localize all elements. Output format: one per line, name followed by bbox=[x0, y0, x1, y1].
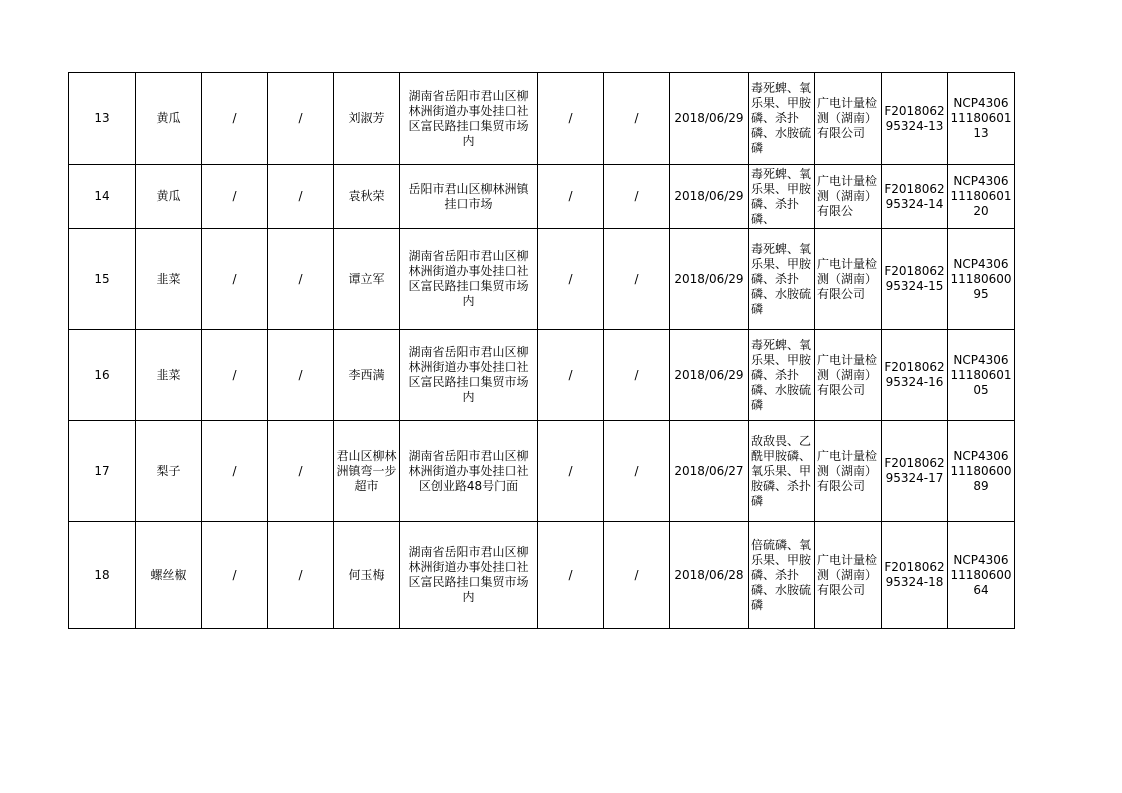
sample-code: NCP4306 11180601 20 bbox=[948, 165, 1015, 229]
test-items-cell bbox=[749, 165, 815, 229]
row-number: 17 bbox=[69, 421, 136, 522]
sampled-entity: 君山区柳林洲镇弯一步超市 bbox=[334, 421, 400, 522]
cell-slash: / bbox=[538, 522, 604, 629]
cell-slash: / bbox=[202, 73, 268, 165]
product-name: 黄瓜 bbox=[136, 165, 202, 229]
product-name: 梨子 bbox=[136, 421, 202, 522]
inspection-table bbox=[68, 72, 1015, 629]
cell-slash: / bbox=[538, 73, 604, 165]
sample-code: NCP4306 11180600 89 bbox=[948, 421, 1015, 522]
sampling-date: 2018/06/29 bbox=[670, 330, 749, 421]
testing-org: 广电计量检测（湖南）有限公司 bbox=[815, 330, 882, 421]
sample-code: NCP4306 11180601 13 bbox=[948, 73, 1015, 165]
sampled-entity: 刘淑芳 bbox=[334, 73, 400, 165]
cell-slash: / bbox=[268, 330, 334, 421]
cell-slash: / bbox=[202, 330, 268, 421]
entity-address: 湖南省岳阳市君山区柳林洲街道办事处挂口社区富民路挂口集贸市场内 bbox=[400, 73, 538, 165]
cell-slash: / bbox=[604, 421, 670, 522]
cell-slash: / bbox=[604, 229, 670, 330]
row-number: 14 bbox=[69, 165, 136, 229]
sampling-date: 2018/06/29 bbox=[670, 73, 749, 165]
test-items: 毒死蜱、氧乐果、甲胺磷、杀扑磷、水胺硫磷 bbox=[749, 330, 815, 421]
product-name: 韭菜 bbox=[136, 229, 202, 330]
test-items: 毒死蜱、氧乐果、甲胺磷、杀扑磷、 bbox=[751, 166, 812, 226]
product-name: 韭菜 bbox=[136, 330, 202, 421]
testing-org-cell bbox=[815, 165, 882, 229]
sampling-date: 2018/06/28 bbox=[670, 522, 749, 629]
test-items: 毒死蜱、氧乐果、甲胺磷、杀扑磷、水胺硫磷 bbox=[749, 229, 815, 330]
testing-org: 广电计量检测（湖南）有限公司 bbox=[815, 522, 882, 629]
cell-slash: / bbox=[538, 421, 604, 522]
sample-code: NCP4306 11180601 05 bbox=[948, 330, 1015, 421]
cell-slash: / bbox=[538, 165, 604, 229]
cell-slash: / bbox=[202, 229, 268, 330]
sampled-entity: 何玉梅 bbox=[334, 522, 400, 629]
report-number: F2018062 95324-18 bbox=[882, 522, 948, 629]
product-name: 黄瓜 bbox=[136, 73, 202, 165]
testing-org: 广电计量检测（湖南）有限公司 bbox=[815, 73, 882, 165]
cell-slash: / bbox=[604, 522, 670, 629]
entity-address: 湖南省岳阳市君山区柳林洲街道办事处挂口社区创业路48号门面 bbox=[400, 421, 538, 522]
cell-slash: / bbox=[604, 73, 670, 165]
sampling-date: 2018/06/29 bbox=[670, 165, 749, 229]
cell-slash: / bbox=[268, 229, 334, 330]
report-number: F2018062 95324-13 bbox=[882, 73, 948, 165]
cell-slash: / bbox=[268, 421, 334, 522]
cell-slash: / bbox=[202, 421, 268, 522]
entity-address: 湖南省岳阳市君山区柳林洲街道办事处挂口社区富民路挂口集贸市场内 bbox=[400, 330, 538, 421]
table-row bbox=[69, 421, 1015, 522]
testing-org: 广电计量检测（湖南）有限公 bbox=[817, 174, 878, 218]
table-row bbox=[69, 330, 1015, 421]
row-number: 15 bbox=[69, 229, 136, 330]
row-number: 16 bbox=[69, 330, 136, 421]
testing-org: 广电计量检测（湖南）有限公司 bbox=[815, 229, 882, 330]
sampled-entity: 袁秋荣 bbox=[334, 165, 400, 229]
sampled-entity: 李西满 bbox=[334, 330, 400, 421]
report-number: F2018062 95324-15 bbox=[882, 229, 948, 330]
cell-slash: / bbox=[538, 330, 604, 421]
testing-org: 广电计量检测（湖南）有限公司 bbox=[815, 421, 882, 522]
sampled-entity: 谭立军 bbox=[334, 229, 400, 330]
cell-slash: / bbox=[268, 522, 334, 629]
cell-slash: / bbox=[604, 165, 670, 229]
table-row bbox=[69, 165, 1015, 229]
report-number: F2018062 95324-17 bbox=[882, 421, 948, 522]
entity-address: 湖南省岳阳市君山区柳林洲街道办事处挂口社区富民路挂口集贸市场内 bbox=[400, 522, 538, 629]
cell-slash: / bbox=[538, 229, 604, 330]
test-items: 敌敌畏、乙酰甲胺磷、氧乐果、甲胺磷、杀扑磷 bbox=[749, 421, 815, 522]
row-number: 13 bbox=[69, 73, 136, 165]
table-row bbox=[69, 522, 1015, 629]
cell-slash: / bbox=[268, 165, 334, 229]
sampling-date: 2018/06/29 bbox=[670, 229, 749, 330]
test-items: 倍硫磷、氧乐果、甲胺磷、杀扑磷、水胺硫磷 bbox=[749, 522, 815, 629]
entity-address: 岳阳市君山区柳林洲镇挂口市场 bbox=[400, 165, 538, 229]
test-items: 毒死蜱、氧乐果、甲胺磷、杀扑磷、水胺硫磷 bbox=[749, 73, 815, 165]
product-name: 螺丝椒 bbox=[136, 522, 202, 629]
table-row bbox=[69, 73, 1015, 165]
sample-code: NCP4306 11180600 95 bbox=[948, 229, 1015, 330]
cell-slash: / bbox=[202, 165, 268, 229]
sampling-date: 2018/06/27 bbox=[670, 421, 749, 522]
report-number: F2018062 95324-14 bbox=[882, 165, 948, 229]
cell-slash: / bbox=[604, 330, 670, 421]
cell-slash: / bbox=[202, 522, 268, 629]
sample-code: NCP4306 11180600 64 bbox=[948, 522, 1015, 629]
row-number: 18 bbox=[69, 522, 136, 629]
table-row bbox=[69, 229, 1015, 330]
cell-slash: / bbox=[268, 73, 334, 165]
report-number: F2018062 95324-16 bbox=[882, 330, 948, 421]
entity-address: 湖南省岳阳市君山区柳林洲街道办事处挂口社区富民路挂口集贸市场内 bbox=[400, 229, 538, 330]
